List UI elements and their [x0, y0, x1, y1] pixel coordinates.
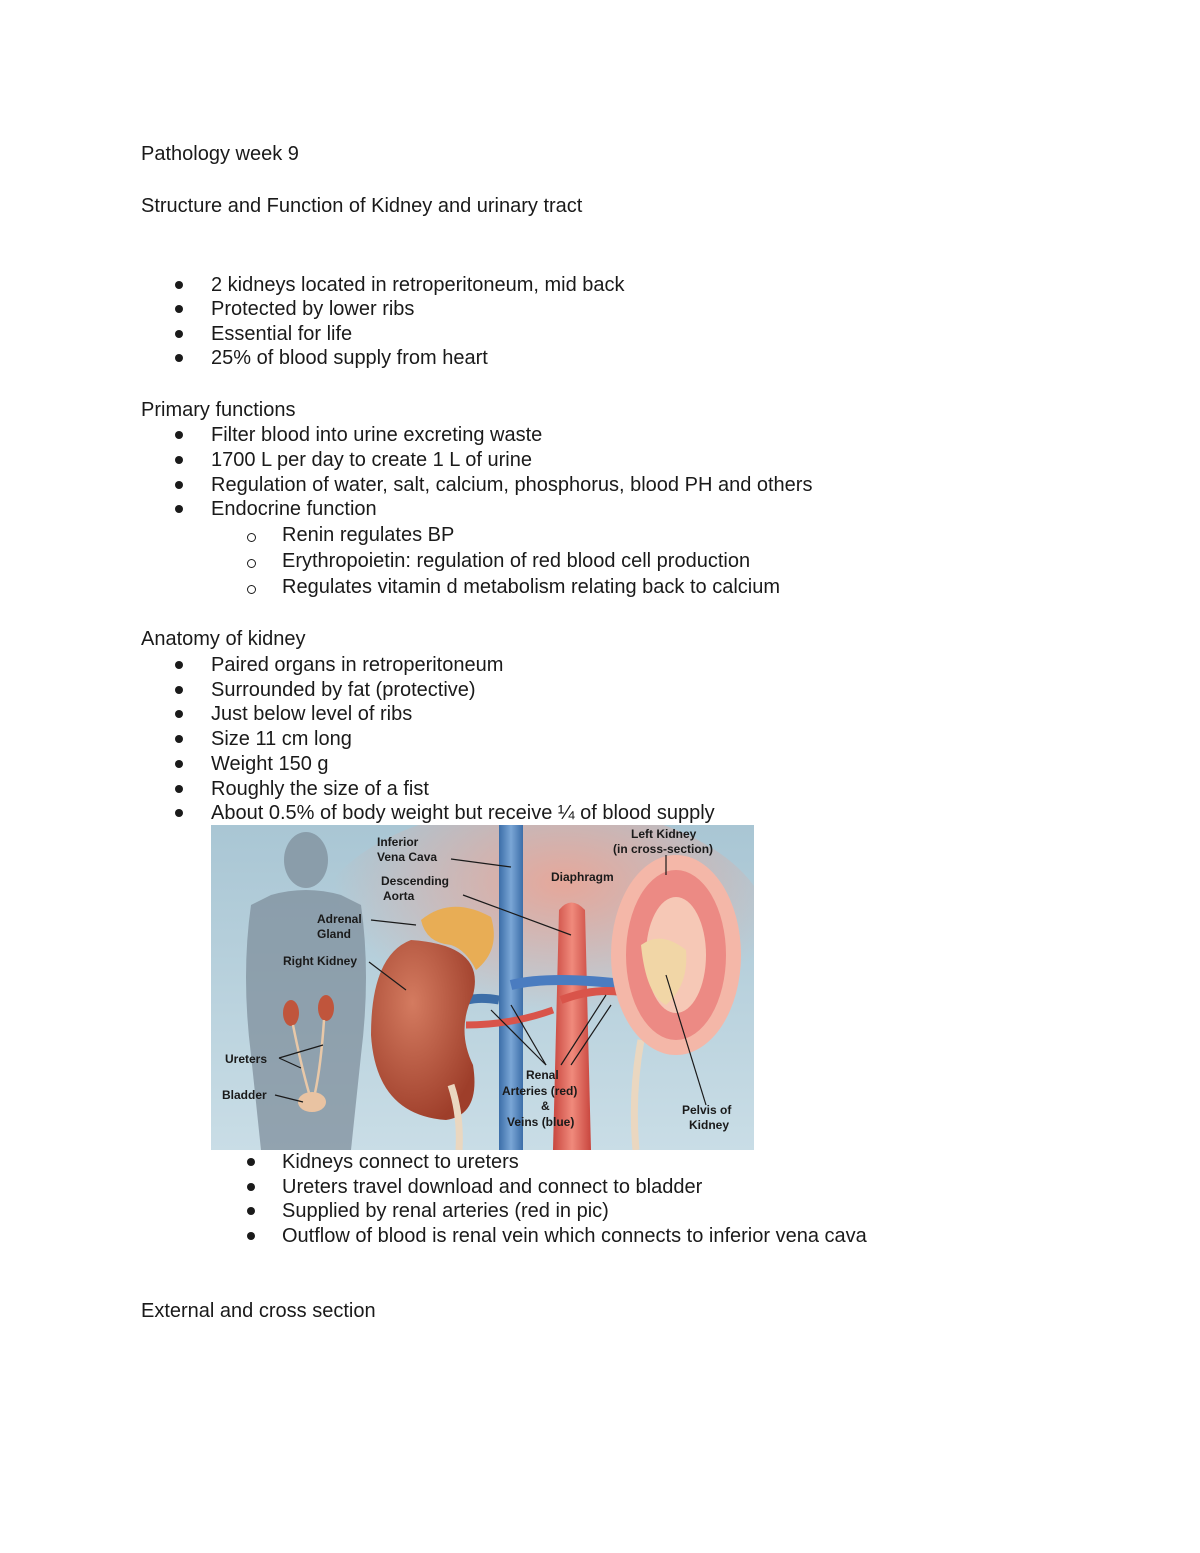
list-item: Supplied by renal arteries (red in pic): [282, 1200, 609, 1222]
bullet-icon: [175, 505, 183, 513]
kidney-anatomy-illustration: [211, 825, 754, 1150]
bullet-icon: [175, 354, 183, 362]
bullet-icon: [175, 305, 183, 313]
label-adrenal-1: Adrenal: [317, 912, 362, 926]
bullet-icon: [247, 1158, 255, 1166]
label-right-kidney: Right Kidney: [283, 954, 357, 968]
list-item: Roughly the size of a fist: [211, 778, 429, 800]
label-renal-4: Veins (blue): [507, 1115, 575, 1129]
list-item: Paired organs in retroperitoneum: [211, 654, 504, 676]
bullet-icon: [175, 456, 183, 464]
bullet-icon: [175, 431, 183, 439]
section-heading-external: External and cross section: [141, 1300, 376, 1322]
label-adrenal-2: Gland: [317, 927, 352, 941]
list-item: Endocrine function: [211, 498, 377, 520]
sub-list-item: Regulates vitamin d metabolism relating back to calcium: [282, 576, 780, 598]
list-item: Ureters travel download and connect to bladder: [282, 1176, 703, 1198]
label-ivc-1: Inferior: [377, 835, 419, 849]
bullet-icon: [175, 760, 183, 768]
list-item: Protected by lower ribs: [211, 298, 415, 320]
list-item: Outflow of blood is renal vein which connects to inferior vena cava: [282, 1225, 867, 1247]
left-kidney-cross-section: [611, 855, 741, 1055]
list-item: 25% of blood supply from heart: [211, 347, 488, 369]
document-subtitle: Structure and Function of Kidney and urinary tract: [141, 195, 583, 217]
list-item: Surrounded by fat (protective): [211, 679, 476, 701]
bullet-icon: [247, 1207, 255, 1215]
label-aorta-1: Descending: [381, 874, 450, 888]
bullet-icon: [175, 661, 183, 669]
section-heading-primary: Primary functions: [141, 399, 296, 421]
bullet-icon: [175, 809, 183, 817]
label-pelvis-1: Pelvis of: [682, 1103, 732, 1117]
list-item: Just below level of ribs: [211, 703, 413, 725]
list-item: 1700 L per day to create 1 L of urine: [211, 449, 532, 471]
label-pelvis-2: Kidney: [689, 1118, 730, 1132]
label-diaphragm: Diaphragm: [551, 870, 614, 884]
label-left-kidney-2: (in cross-section): [613, 842, 714, 856]
bullet-icon: [175, 686, 183, 694]
list-item: Kidneys connect to ureters: [282, 1151, 519, 1173]
bullet-icon: [247, 1183, 255, 1191]
list-item: About 0.5% of body weight but receive ¼ of blood supply: [211, 802, 715, 824]
circle-bullet-icon: [247, 533, 256, 542]
sub-list-item: Renin regulates BP: [282, 524, 455, 546]
sub-list-item: Erythropoietin: regulation of red blood cell production: [282, 550, 751, 572]
label-aorta-2: Aorta: [383, 889, 415, 903]
circle-bullet-icon: [247, 559, 256, 568]
bullet-icon: [175, 281, 183, 289]
list-item: Size 11 cm long: [211, 728, 352, 750]
bullet-icon: [175, 481, 183, 489]
list-item: Filter blood into urine excreting waste: [211, 424, 543, 446]
label-ivc-2: Vena Cava: [377, 850, 438, 864]
section-heading-anatomy: Anatomy of kidney: [141, 628, 306, 650]
label-renal-2: Arteries (red): [502, 1084, 578, 1098]
list-item: 2 kidneys located in retroperitoneum, mid back: [211, 274, 625, 296]
label-ureters: Ureters: [225, 1052, 268, 1066]
circle-bullet-icon: [247, 585, 256, 594]
bullet-icon: [175, 785, 183, 793]
label-bladder: Bladder: [222, 1088, 267, 1102]
label-renal-1: Renal: [526, 1068, 559, 1082]
bullet-icon: [175, 330, 183, 338]
label-renal-3: &: [541, 1099, 550, 1113]
label-left-kidney-1: Left Kidney: [631, 827, 697, 841]
bullet-icon: [247, 1232, 255, 1240]
list-item: Weight 150 g: [211, 753, 329, 775]
list-item: Essential for life: [211, 323, 353, 345]
document-title: Pathology week 9: [141, 143, 299, 165]
bullet-icon: [175, 710, 183, 718]
bullet-icon: [175, 735, 183, 743]
list-item: Regulation of water, salt, calcium, phosphorus, blood PH and others: [211, 474, 813, 496]
